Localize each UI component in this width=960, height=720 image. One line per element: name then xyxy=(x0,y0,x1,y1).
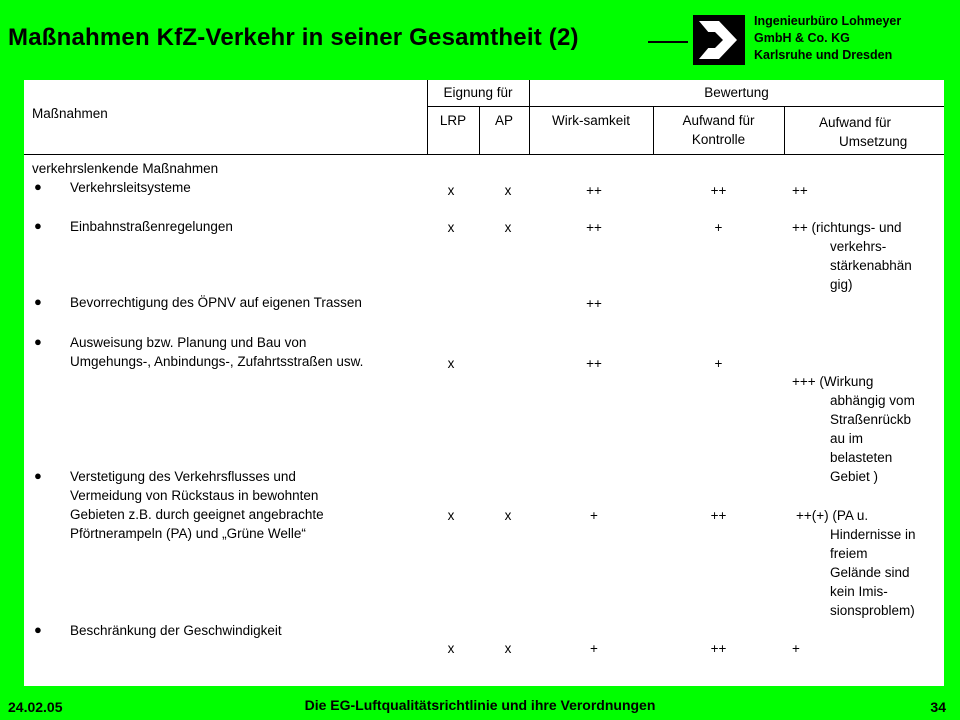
umsetzung-line: Hindernisse in xyxy=(830,527,916,542)
bullet-dot-icon: ● xyxy=(34,218,42,233)
umsetzung-line: Gelände sind xyxy=(830,565,910,580)
lrp-cell: x xyxy=(447,508,455,523)
measure-line: Pförtnerampeln (PA) und „Grüne Welle“ xyxy=(70,526,306,541)
lrp-cell: x xyxy=(447,641,455,656)
col-header-massnahmen: Maßnahmen xyxy=(32,106,108,121)
measures-table xyxy=(24,80,944,686)
col-header-aufwand-kontrolle xyxy=(653,111,784,149)
page-number: 34 xyxy=(930,699,946,715)
ap-cell: x xyxy=(504,641,512,656)
ap-cell: x xyxy=(504,508,512,523)
measure-text xyxy=(70,217,233,236)
grid-line xyxy=(24,154,944,155)
wirksamkeit-cell: ++ xyxy=(586,356,602,371)
umsetzung-line: belasteten xyxy=(830,450,893,465)
umsetzung-cell xyxy=(792,181,808,200)
umsetzung-line: verkehrs- xyxy=(830,239,887,254)
wirksamkeit-cell: ++ xyxy=(586,183,602,198)
col-header-aufwand-umsetzung xyxy=(784,113,944,151)
lrp-cell: x xyxy=(447,183,455,198)
col-header-lrp: LRP xyxy=(439,113,467,128)
measure-text xyxy=(70,621,282,640)
company-line: Karlsruhe und Dresden xyxy=(754,48,893,62)
lohmeyer-chevron-logo-icon xyxy=(693,15,745,65)
umsetzung-line: gig) xyxy=(830,277,853,292)
col-header-line: Aufwand für xyxy=(682,113,755,128)
measure-text xyxy=(70,178,191,197)
measure-line: Ausweisung bzw. Planung und Bau von xyxy=(70,335,307,350)
wirksamkeit-cell: ++ xyxy=(586,296,602,311)
umsetzung-line: Straßenrückb xyxy=(830,412,912,427)
company-name xyxy=(754,13,901,64)
grid-line xyxy=(427,106,944,107)
kontrolle-cell: ++ xyxy=(710,183,727,198)
group-label: verkehrslenkende Maßnahmen xyxy=(32,161,219,176)
measure-line: Verkehrsleitsysteme xyxy=(70,180,191,195)
umsetzung-line: freiem xyxy=(830,546,868,561)
umsetzung-line: ++(+) (PA u. xyxy=(796,508,869,523)
measure-text xyxy=(70,293,362,312)
ap-cell: x xyxy=(504,183,512,198)
umsetzung-line: kein Imis- xyxy=(830,584,888,599)
col-header-line: Kontrolle xyxy=(691,132,746,147)
umsetzung-line: ++ (richtungs- und xyxy=(792,220,902,235)
measure-line: Gebieten z.B. durch geeignet angebrachte xyxy=(70,507,324,522)
umsetzung-cell xyxy=(792,639,800,658)
umsetzung-line: +++ (Wirkung xyxy=(792,374,874,389)
lrp-cell: x xyxy=(447,356,455,371)
umsetzung-line: sionsproblem) xyxy=(830,603,915,618)
umsetzung-line: au im xyxy=(830,431,864,446)
kontrolle-cell: + xyxy=(714,220,723,235)
measure-line: Einbahnstraßenregelungen xyxy=(70,219,233,234)
col-header-line: Aufwand für xyxy=(819,115,892,130)
wirksamkeit-cell: + xyxy=(590,641,598,656)
bullet-dot-icon: ● xyxy=(34,179,42,194)
col-header-ap: AP xyxy=(494,113,513,128)
measure-text xyxy=(70,333,363,371)
company-line: Ingenieurbüro Lohmeyer xyxy=(754,14,902,28)
umsetzung-cell xyxy=(796,506,916,620)
col-header-bewertung: Bewertung xyxy=(704,85,769,100)
measure-text xyxy=(70,467,324,543)
bullet-dot-icon: ● xyxy=(34,294,42,309)
footer-title: Die EG-Luftqualitätsrichtlinie und ihre Verordnungen xyxy=(304,697,656,713)
measure-line: Verstetigung des Verkehrsflusses und xyxy=(70,469,296,484)
col-header-line: Umsetzung xyxy=(839,134,908,149)
umsetzung-line: + xyxy=(792,641,800,656)
umsetzung-line: Gebiet ) xyxy=(830,469,879,484)
wirksamkeit-cell: + xyxy=(590,508,598,523)
kontrolle-cell: ++ xyxy=(710,508,727,523)
bullet-dot-icon: ● xyxy=(34,334,42,349)
measure-line: Bevorrechtigung des ÖPNV auf eigenen Trassen xyxy=(70,295,362,310)
footer-date: 24.02.05 xyxy=(8,699,63,715)
wirksamkeit-cell: ++ xyxy=(586,220,602,235)
col-header-wirksamkeit: Wirk-samkeit xyxy=(552,113,630,128)
umsetzung-line: stärkenabhän xyxy=(830,258,912,273)
umsetzung-cell xyxy=(792,218,912,294)
slide-header xyxy=(0,0,960,80)
bullet-dot-icon: ● xyxy=(34,622,42,637)
kontrolle-cell: ++ xyxy=(710,641,727,656)
title-rule xyxy=(648,41,688,43)
slide-title: Maßnahmen KfZ-Verkehr in seiner Gesamtheit (2) xyxy=(8,24,579,51)
umsetzung-cell xyxy=(792,372,915,486)
ap-cell: x xyxy=(504,220,512,235)
slide-footer xyxy=(0,686,960,720)
col-header-eignung: Eignung für xyxy=(443,85,513,100)
lrp-cell: x xyxy=(447,220,455,235)
umsetzung-line: ++ xyxy=(792,183,808,198)
kontrolle-cell: + xyxy=(714,356,723,371)
measure-line: Umgehungs-, Anbindungs-, Zufahrtsstraßen usw. xyxy=(70,354,364,369)
bullet-dot-icon: ● xyxy=(34,468,42,483)
measure-line: Beschränkung der Geschwindigkeit xyxy=(70,623,282,638)
measure-line: Vermeidung von Rückstaus in bewohnten xyxy=(70,488,319,503)
company-line: GmbH & Co. KG xyxy=(754,31,850,45)
umsetzung-line: abhängig vom xyxy=(830,393,915,408)
